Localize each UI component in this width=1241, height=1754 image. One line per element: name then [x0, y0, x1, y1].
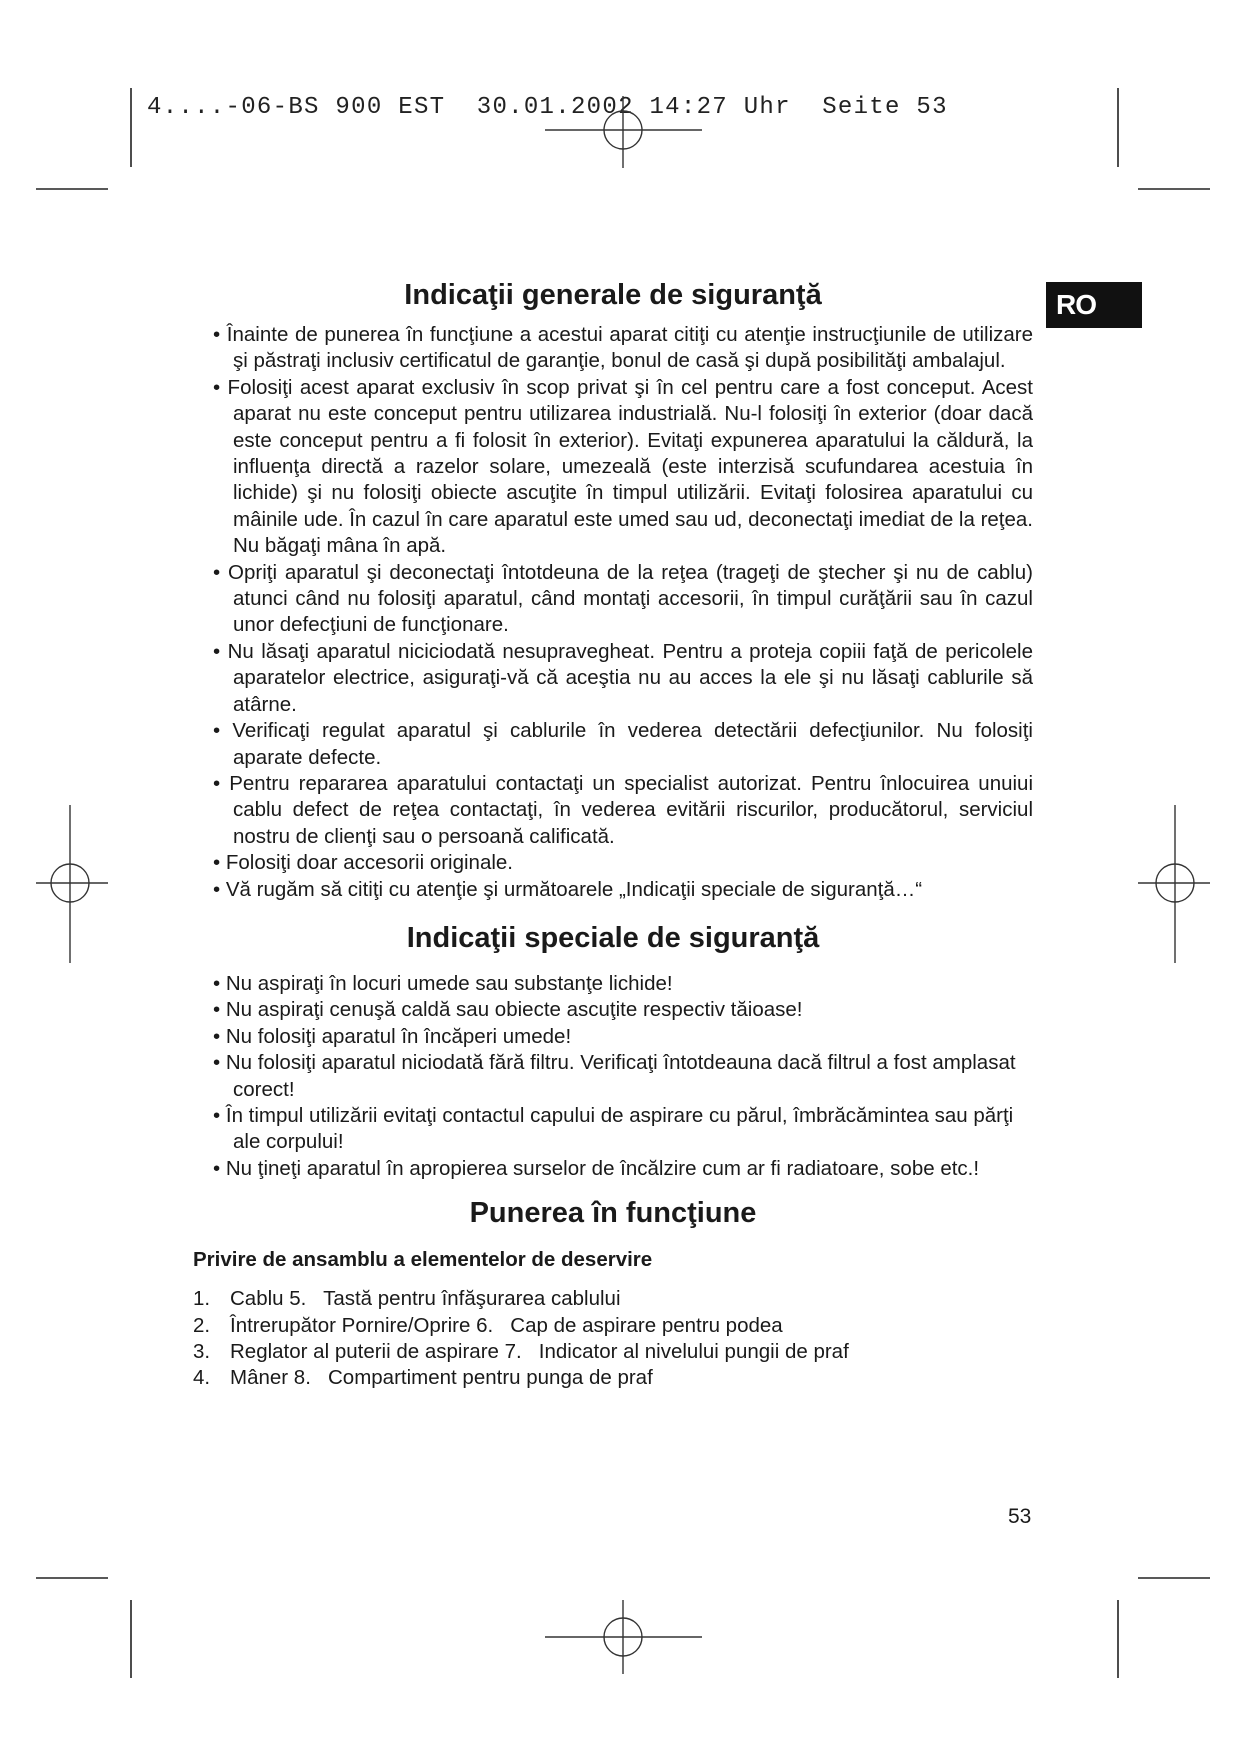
print-header: 4....-06-BS 900 EST 30.01.2002 14:27 Uhr Seite 53: [147, 94, 948, 121]
item-number: 3.: [193, 1340, 211, 1363]
item-text: Cablu 5. Tastă pentru înfăşurarea cablului: [230, 1287, 621, 1311]
list-item: • Nu folosiţi aparatul în încăperi umede!: [193, 1024, 1033, 1050]
page-content: [193, 278, 1033, 1392]
bullet-list: [193, 322, 1033, 903]
item-number: 4.: [193, 1366, 211, 1390]
section-special-safety: [193, 921, 1033, 1182]
list-item: • Folosiţi doar accesorii originale.: [193, 850, 1033, 876]
list-item: • Nu folosiţi aparatul niciodată fără filtru. Verificaţi întotdeauna dacă filtrul a fost amplasat corect!: [193, 1050, 1033, 1103]
list-item: • Opriţi aparatul şi deconectaţi întotdeuna de la reţea (trageţi de ştecher şi nu de cablu) atunci când nu folosiţi aparatul, când montaţi accesorii, în timpul curăţării sau în cazul unor defecţiuni de funcţionare.: [193, 560, 1033, 639]
controls-list: [193, 1286, 1033, 1392]
section-title: Indicaţii generale de siguranţă: [404, 279, 822, 311]
item-number: 2.: [193, 1313, 211, 1337]
list-item: [193, 1286, 1033, 1312]
list-item: • Nu ţineţi aparatul în apropierea surselor de încălzire cum ar fi radiatoare, sobe etc.!: [193, 1156, 1033, 1182]
list-item: • Vă rugăm să citiţi cu atenţie şi următoarele „Indicaţii speciale de siguranţă…“: [193, 877, 1033, 903]
item-number: 1.: [193, 1287, 211, 1311]
section-general-safety: [193, 278, 1033, 903]
item-text: Întrerupător Pornire/Oprire 6. Cap de aspirare pentru podea: [230, 1313, 783, 1337]
bullet-list: [193, 971, 1033, 1182]
section-startup: [193, 1196, 1033, 1392]
list-item: • Pentru repararea aparatului contactaţi un specialist autorizat. Pentru înlocuirea unuiui cablu defect de reţea contactaţi, în vederea evitării riscurilor, producătorul, serviciul nostru de clienţi sau o persoană calificată.: [193, 771, 1033, 850]
page-number: 53: [1008, 1505, 1032, 1528]
list-item: • Nu lăsaţi aparatul niciciodată nesupravegheat. Pentru a proteja copiii faţă de pericolele aparatelor electrice, asiguraţi-vă că aceştia nu au acces la ele şi nu lăsaţi cablurile să atârne.: [193, 639, 1033, 718]
language-badge: RO: [1046, 282, 1142, 328]
registration-mark-right: [1138, 805, 1210, 963]
list-item: • În timpul utilizării evitaţi contactul capului de aspirare cu părul, îmbrăcămintea sau părţi ale corpului!: [193, 1103, 1033, 1156]
list-item: • Nu aspiraţi cenuşă caldă sau obiecte ascuţite respectiv tăioase!: [193, 997, 1033, 1023]
registration-mark-bottom: [545, 1600, 702, 1674]
item-text: Reglator al puterii de aspirare 7. Indicator al nivelului pungii de praf: [230, 1340, 849, 1363]
section-title: Indicaţii speciale de siguranţă: [406, 921, 820, 954]
list-item: [193, 1313, 1033, 1339]
list-item: • Nu aspiraţi în locuri umede sau substanţe lichide!: [193, 971, 1033, 997]
list-item: • Folosiţi acest aparat exclusiv în scop privat şi în cel pentru care a fost conceput. Acest aparat nu este conceput pentru utilizarea industrială. Nu-l folosiţi în exterior (doar dacă este conceput pentru a fi folosit în exterior). Evitaţi expunerea aparatului la căldură, la influenţa directă a razelor solare, umezeală (este interzisă scufundarea acestuia în lichide) şi nu folosiţi obiecte ascuţite în timpul utilizării. Evitaţi folosirea aparatului cu mâinile ude. În cazul în care aparatul este umed sau ud, deconectaţi imediat de la reţea. Nu băgaţi mâna în apă.: [193, 375, 1033, 560]
list-item: • Înainte de punerea în funcţiune a acestui aparat citiţi cu atenţie instrucţiunile de utilizare şi păstraţi inclusiv certificatul de garanţie, bonul de casă şi după posibilităţi ambalajul.: [193, 322, 1033, 375]
list-item: • Verificaţi regulat aparatul şi cablurile în vederea detectării defecţiunilor. Nu folosiţi aparate defecte.: [193, 718, 1033, 771]
registration-mark-top: [545, 96, 702, 168]
item-text: Mâner 8. Compartiment pentru punga de praf: [230, 1366, 653, 1390]
list-item: [193, 1365, 1033, 1391]
controls-overview-heading: Privire de ansamblu a elementelor de deservire: [193, 1248, 653, 1272]
section-title: Punerea în funcţiune: [469, 1197, 757, 1230]
registration-mark-left: [36, 805, 108, 963]
list-item: [193, 1339, 1033, 1365]
